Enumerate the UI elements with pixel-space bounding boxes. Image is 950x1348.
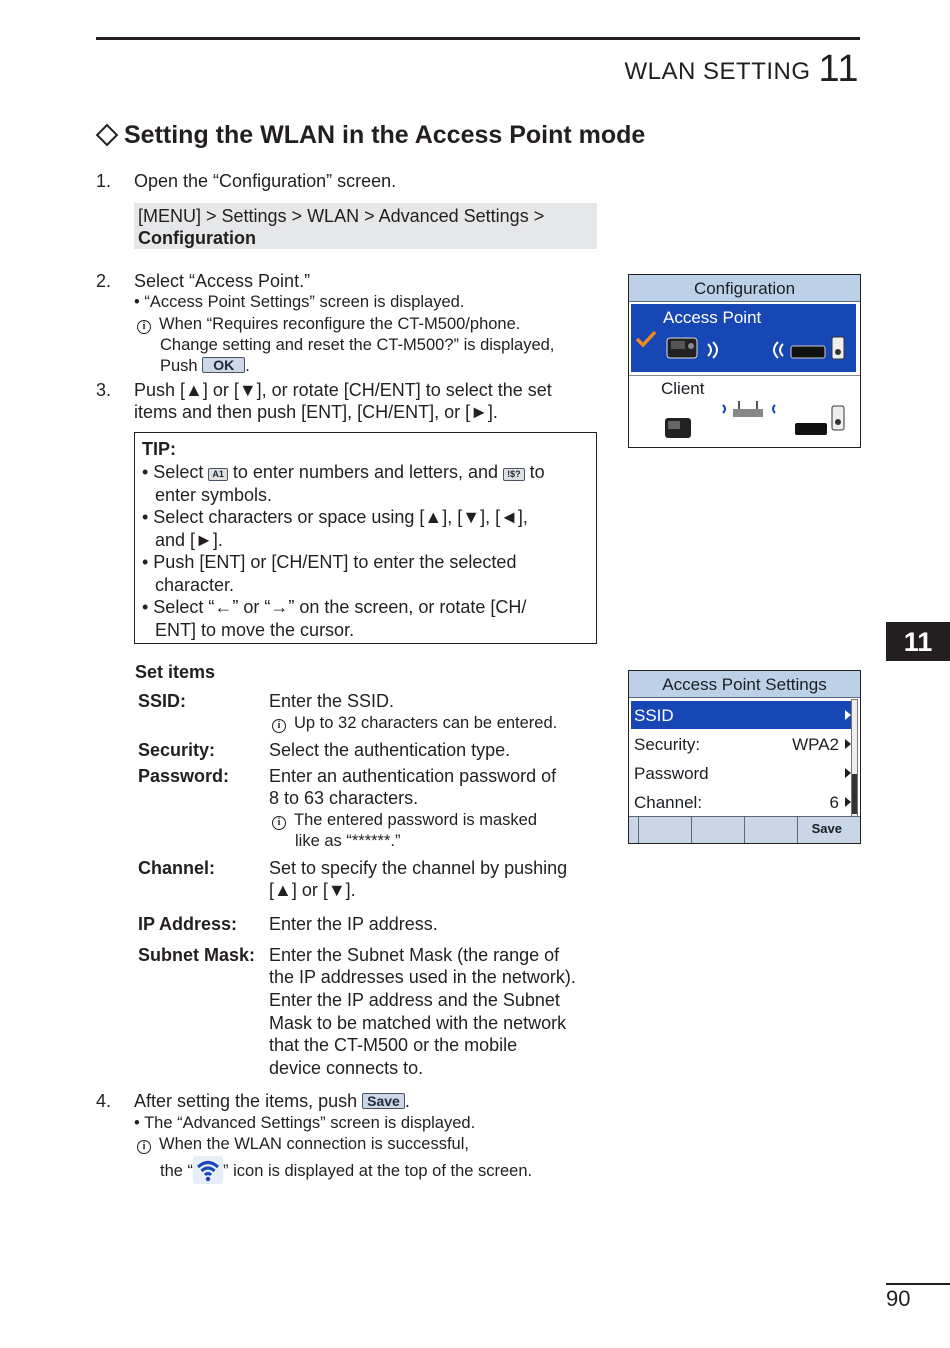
signal-icon <box>705 340 723 360</box>
tip-bullet-1 <box>142 461 545 483</box>
diamond-icon <box>96 124 119 147</box>
softkey-divider <box>638 817 639 843</box>
subnet-mask-desc-1: Enter the Subnet Mask (the range of <box>269 945 560 965</box>
access-point-settings-screen <box>628 670 861 844</box>
softkey-divider <box>691 817 692 843</box>
row-label: Channel: <box>634 793 703 812</box>
configuration-screen <box>628 274 861 448</box>
screen-title: Configuration <box>629 275 860 302</box>
info-icon: i <box>272 719 286 733</box>
security-desc: Select the authentication type. <box>269 740 511 760</box>
row-label: Password <box>634 764 709 783</box>
channel-row[interactable] <box>631 788 851 816</box>
subnet-mask-desc-2: the IP addresses used in the network). <box>269 967 576 987</box>
info-icon: i <box>137 1140 151 1154</box>
subnet-mask-desc-4: Mask to be matched with the network <box>269 1013 567 1033</box>
tip-bullet-2-cont: and [►]. <box>155 530 223 550</box>
tip-bullet-4: • Select “←” or “→” on the screen, or rotate [CH/ <box>142 597 527 617</box>
step-1-text: Open the “Configuration” screen. <box>134 171 397 191</box>
client-label[interactable]: Client <box>661 379 705 398</box>
signal-icon <box>768 340 786 360</box>
subnet-mask-desc-5: that the CT-M500 or the mobile <box>269 1035 518 1055</box>
password-note <box>272 810 537 831</box>
section-title <box>96 121 645 150</box>
security-row[interactable] <box>631 730 851 758</box>
option-divider <box>629 375 860 376</box>
ssid-note <box>272 713 557 734</box>
security-label: Security: <box>138 740 216 760</box>
step-2-number: 2. <box>96 271 112 291</box>
step-3-number: 3. <box>96 380 112 400</box>
step-2-info <box>137 314 520 335</box>
phone-icon <box>831 405 845 431</box>
tip-text: to <box>529 462 545 482</box>
tip-box <box>134 432 597 644</box>
page-number-rule <box>886 1283 950 1285</box>
access-point-label: Access Point <box>663 308 762 327</box>
step-4-label: After setting the items, push <box>134 1091 358 1111</box>
ip-address-desc: Enter the IP address. <box>269 914 438 934</box>
step-1-number: 1. <box>96 171 112 191</box>
step-3-line1: Push [▲] or [▼], or rotate [CH/ENT] to select the set <box>134 380 552 400</box>
tip-bullet-1-cont: enter symbols. <box>155 485 273 505</box>
ok-key: OK <box>202 357 245 373</box>
scrollbar[interactable] <box>851 699 858 817</box>
step-4-info <box>137 1134 469 1155</box>
softkey-divider <box>797 817 798 843</box>
password-desc-1: Enter an authentication password of <box>269 766 557 786</box>
row-value: 6 <box>829 793 839 812</box>
wlan-icon <box>193 1156 223 1184</box>
tip-bullet-3-cont: character. <box>155 575 235 595</box>
info-icon: i <box>137 320 151 334</box>
info-text: When “Requires reconfigure the CT-M500/phone. <box>159 315 521 333</box>
laptop-icon <box>789 342 827 362</box>
page-number: 90 <box>886 1286 911 1311</box>
row-label: SSID <box>634 706 674 725</box>
password-row[interactable] <box>631 759 851 787</box>
info-text: The entered password is masked <box>294 811 538 829</box>
password-label: Password: <box>138 766 230 786</box>
chapter-title: WLAN SETTING <box>624 58 811 85</box>
info-text: When the WLAN connection is successful, <box>159 1135 469 1153</box>
row-label: Security: <box>634 735 701 754</box>
tip-bullet-2: • Select characters or space using [▲], [▼], [◄], <box>142 507 528 527</box>
subnet-mask-label: Subnet Mask: <box>138 945 256 965</box>
step-2-bullet: • “Access Point Settings” screen is displayed. <box>134 293 465 311</box>
info-text: Push <box>160 357 198 375</box>
row-value: WPA2 <box>792 735 839 754</box>
scrollbar-thumb[interactable] <box>852 774 857 814</box>
ssid-desc: Enter the SSID. <box>269 691 395 711</box>
menu-path-box <box>134 203 597 249</box>
channel-label: Channel: <box>138 858 216 878</box>
step-4-number: 4. <box>96 1091 112 1111</box>
screen-title: Access Point Settings <box>629 671 860 698</box>
tip-title: TIP: <box>142 439 176 459</box>
channel-desc-2: [▲] or [▼]. <box>269 880 356 900</box>
access-point-option[interactable] <box>631 304 856 372</box>
password-note-2: like as “******.” <box>295 832 401 850</box>
laptop-icon <box>791 419 831 439</box>
section-title-text: Setting the WLAN in the Access Point mode <box>124 121 646 149</box>
subnet-mask-desc-6: device connects to. <box>269 1058 424 1078</box>
header-rule <box>96 37 860 40</box>
info-text: Up to 32 characters can be entered. <box>294 714 558 732</box>
chapter-tab: 11 <box>886 622 950 661</box>
chapter-number: 11 <box>818 48 859 90</box>
router-icon <box>719 399 779 425</box>
save-softkey[interactable]: Save <box>811 821 842 836</box>
ssid-label: SSID: <box>138 691 187 711</box>
ip-address-label: IP Address: <box>138 914 238 934</box>
step-4-bullet: • The “Advanced Settings” screen is displayed. <box>134 1114 476 1132</box>
step-2-text: Select “Access Point.” <box>134 271 311 291</box>
tip-bullet-4-cont: ENT] to move the cursor. <box>155 620 355 640</box>
step-3-line2: items and then push [ENT], [CH/ENT], or [►]. <box>134 402 498 422</box>
step-4-text: After setting the items, push Save . <box>134 1091 410 1111</box>
chapter-header <box>625 48 859 91</box>
ssid-row[interactable] <box>631 701 851 729</box>
softkey-bar <box>629 816 860 843</box>
set-items-heading: Set items <box>135 662 216 682</box>
info-text: the “ <box>160 1162 194 1180</box>
menu-path-line1: [MENU] > Settings > WLAN > Advanced Settings > <box>138 206 545 226</box>
info-text: ” icon is displayed at the top of the screen. <box>223 1162 533 1180</box>
check-icon <box>635 330 657 348</box>
a1-key: A1 <box>208 468 228 481</box>
menu-path-line2: Configuration <box>138 228 256 248</box>
radio-device-icon <box>665 334 705 362</box>
subnet-mask-desc-3: Enter the IP address and the Subnet <box>269 990 560 1010</box>
save-key: Save <box>362 1093 405 1109</box>
tip-text: • Select <box>142 462 204 482</box>
info-icon: i <box>272 816 286 830</box>
softkey-divider <box>744 817 745 843</box>
radio-device-icon <box>663 415 703 441</box>
tip-text: to enter numbers and letters, and <box>232 462 499 482</box>
step-4-info-line2 <box>160 1156 532 1184</box>
step-2-info-line3: Push OK . <box>160 357 250 375</box>
password-desc-2: 8 to 63 characters. <box>269 788 419 808</box>
symbol-key: !$? <box>503 468 525 481</box>
step-2-info-line2: Change setting and reset the CT-M500?” is displayed, <box>160 336 555 354</box>
phone-icon <box>831 336 845 360</box>
channel-desc-1: Set to specify the channel by pushing <box>269 858 568 878</box>
tip-bullet-3: • Push [ENT] or [CH/ENT] to enter the selected <box>142 552 517 572</box>
